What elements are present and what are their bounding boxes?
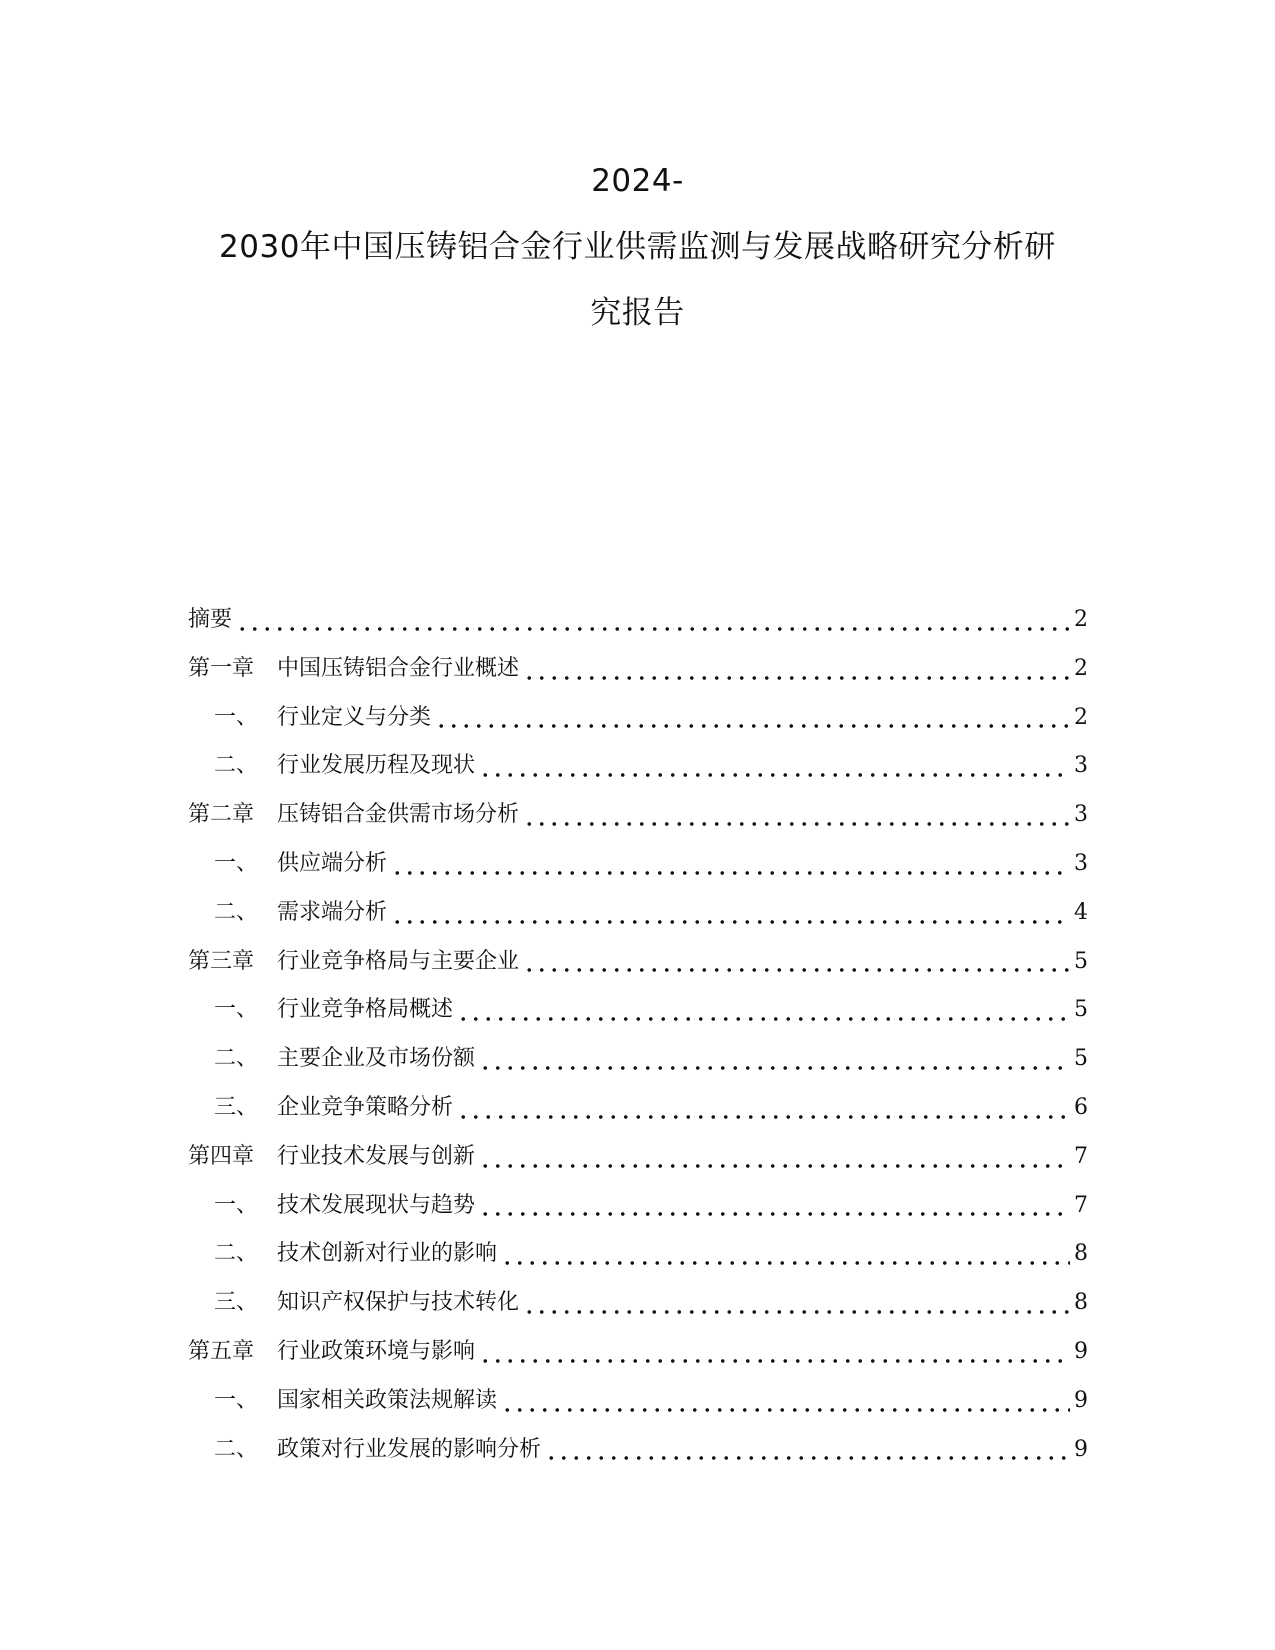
toc-entry[interactable] — [188, 1328, 1088, 1377]
toc-entry-page: 2 — [1074, 704, 1088, 730]
dot-leader — [457, 1017, 1070, 1021]
table-of-contents — [188, 596, 1088, 1474]
title-line-2: 2030年中国压铸铝合金行业供需监测与发展战略研究分析研 — [219, 229, 1056, 265]
document-title — [0, 148, 1275, 346]
toc-entry-label[interactable]: 行业发展历程及现状 — [277, 753, 476, 779]
toc-entry[interactable] — [188, 645, 1088, 694]
toc-entry-label[interactable]: 中国压铸铝合金行业概述 — [277, 655, 520, 681]
dot-leader — [435, 724, 1070, 728]
title-line-1: 2024- — [591, 163, 684, 199]
toc-entry-number: 二、 — [214, 1241, 259, 1267]
dot-leader — [391, 920, 1070, 924]
toc-entry-label[interactable]: 政策对行业发展的影响分析 — [277, 1436, 542, 1462]
toc-entry-number: 一、 — [214, 1387, 259, 1413]
toc-entry-label[interactable]: 需求端分析 — [277, 899, 388, 925]
toc-entry-page: 9 — [1074, 1338, 1088, 1364]
toc-entry-number: 二、 — [214, 899, 259, 925]
toc-entry-page: 9 — [1074, 1387, 1088, 1413]
dot-leader — [391, 871, 1070, 875]
toc-entry-number: 一、 — [214, 1192, 259, 1218]
toc-entry[interactable] — [188, 840, 1088, 889]
toc-entry-number: 一、 — [214, 850, 259, 876]
toc-entry-label[interactable]: 技术创新对行业的影响 — [277, 1241, 498, 1267]
dot-leader — [479, 1359, 1070, 1363]
toc-entry-number: 二、 — [214, 753, 259, 779]
toc-entry[interactable] — [188, 1084, 1088, 1133]
dot-leader — [479, 1066, 1070, 1070]
toc-entry[interactable] — [188, 1035, 1088, 1084]
toc-entry-page: 8 — [1074, 1290, 1088, 1316]
toc-entry-page: 7 — [1074, 1143, 1088, 1169]
toc-entry[interactable] — [188, 1182, 1088, 1231]
toc-entry-number: 一、 — [214, 704, 259, 730]
toc-entry-page: 2 — [1074, 607, 1088, 632]
dot-leader — [523, 968, 1070, 972]
toc-entry[interactable] — [188, 694, 1088, 743]
toc-entry-label[interactable]: 行业技术发展与创新 — [277, 1143, 476, 1169]
dot-leader — [545, 1456, 1070, 1460]
dot-leader — [523, 822, 1070, 826]
toc-entry-label[interactable]: 行业政策环境与影响 — [277, 1338, 476, 1364]
dot-leader — [479, 773, 1070, 777]
toc-entry[interactable] — [188, 791, 1088, 840]
toc-entry-page: 4 — [1074, 899, 1088, 925]
toc-entry[interactable] — [188, 938, 1088, 987]
toc-entry-number: 三、 — [214, 1290, 259, 1316]
toc-entry-number: 二、 — [214, 1046, 259, 1072]
dot-leader — [479, 1164, 1070, 1168]
toc-entry-page: 2 — [1074, 655, 1088, 681]
toc-entry-page: 5 — [1074, 1046, 1088, 1072]
toc-entry[interactable] — [188, 1230, 1088, 1279]
toc-entry[interactable] — [188, 1279, 1088, 1328]
toc-entry-label[interactable]: 行业竞争格局概述 — [277, 997, 454, 1023]
toc-entry-number: 第二章 — [188, 802, 255, 828]
toc-entry-label[interactable]: 主要企业及市场份额 — [277, 1046, 476, 1072]
toc-entry-page: 9 — [1074, 1436, 1088, 1462]
toc-entry-page: 7 — [1074, 1192, 1088, 1218]
toc-entry-page: 3 — [1074, 802, 1088, 828]
toc-entry-number: 二、 — [214, 1436, 259, 1462]
toc-entry-label[interactable]: 摘要 — [188, 607, 233, 632]
toc-entry-number: 第一章 — [188, 655, 255, 681]
toc-entry[interactable] — [188, 742, 1088, 791]
toc-entry-label[interactable]: 行业定义与分类 — [277, 704, 432, 730]
dot-leader — [236, 627, 1070, 631]
dot-leader — [457, 1115, 1070, 1119]
toc-entry[interactable] — [188, 986, 1088, 1035]
toc-entry-label[interactable]: 行业竞争格局与主要企业 — [277, 948, 520, 974]
toc-entry[interactable] — [188, 889, 1088, 938]
toc-entry-number: 三、 — [214, 1094, 259, 1120]
dot-leader — [523, 1310, 1070, 1314]
toc-entry-label[interactable]: 企业竞争策略分析 — [277, 1094, 454, 1120]
toc-entry-page: 5 — [1074, 997, 1088, 1023]
toc-entry-number: 一、 — [214, 997, 259, 1023]
dot-leader — [501, 1261, 1070, 1265]
dot-leader — [501, 1408, 1070, 1412]
toc-entry-page: 3 — [1074, 850, 1088, 876]
toc-entry-label[interactable]: 压铸铝合金供需市场分析 — [277, 802, 520, 828]
toc-entry[interactable] — [188, 596, 1088, 645]
toc-entry-page: 3 — [1074, 753, 1088, 779]
toc-entry-label[interactable]: 国家相关政策法规解读 — [277, 1387, 498, 1413]
toc-entry-page: 8 — [1074, 1241, 1088, 1267]
toc-entry-number: 第三章 — [188, 948, 255, 974]
dot-leader — [479, 1212, 1070, 1216]
toc-entry-number: 第五章 — [188, 1338, 255, 1364]
toc-entry-label[interactable]: 知识产权保护与技术转化 — [277, 1290, 520, 1316]
toc-entry-page: 6 — [1074, 1094, 1088, 1120]
toc-entry[interactable] — [188, 1377, 1088, 1426]
toc-entry[interactable] — [188, 1133, 1088, 1182]
toc-entry-page: 5 — [1074, 948, 1088, 974]
toc-entry-label[interactable]: 技术发展现状与趋势 — [277, 1192, 476, 1218]
title-line-3: 究报告 — [590, 295, 685, 331]
toc-entry-number: 第四章 — [188, 1143, 255, 1169]
dot-leader — [523, 676, 1070, 680]
toc-entry[interactable] — [188, 1426, 1088, 1475]
toc-entry-label[interactable]: 供应端分析 — [277, 850, 388, 876]
